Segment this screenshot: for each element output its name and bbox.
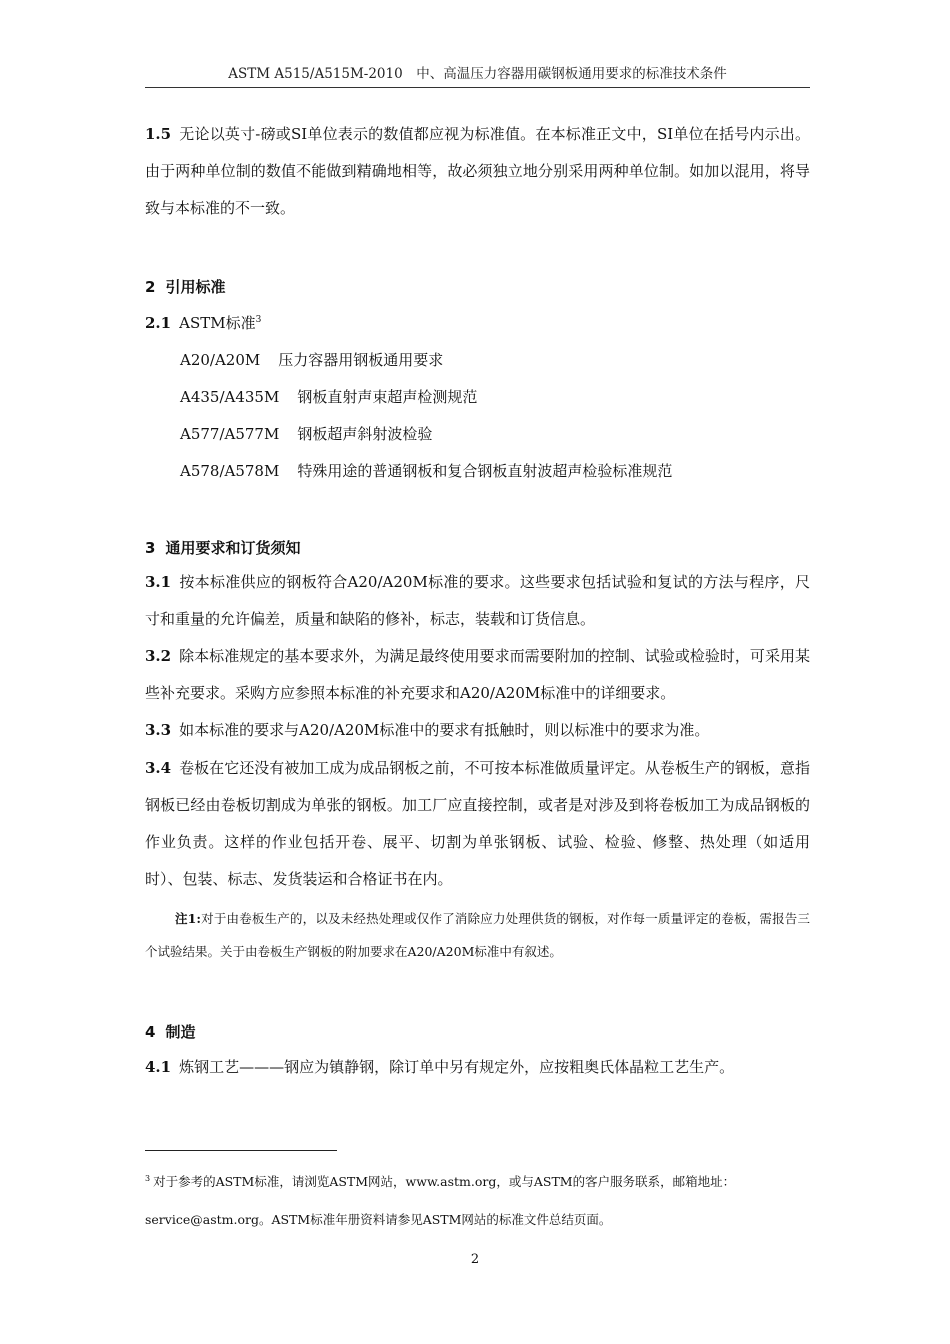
footnote-marker: 3 — [145, 1174, 151, 1183]
section-number: 2 — [145, 278, 156, 296]
subsection-title: ASTM标准 — [179, 314, 256, 332]
paragraph-text: 按本标准供应的钢板符合A20/A20M标准的要求。这些要求包括试验和复试的方法与程序，尺寸和重量的允许偏差，质量和缺陷的修补，标志，装载和订货信息。 — [145, 573, 810, 628]
reference-item — [180, 386, 477, 407]
paragraph-text: 卷板在它还没有被加工成为成品钢板之前，不可按本标准做质量评定。从卷板生产的钢板，意指钢板已经由卷板切割成为单张的钢板。加工厂应直接控制，或者是对涉及到将卷板加工为成品钢板的作业负责。这样的作业包括开卷、展平、切割为单张钢板、试验、检验、修整、热处理（如适用时）、包装、标志、发货装运和合格证书在内。 — [145, 759, 810, 888]
section-number: 4.1 — [145, 1058, 172, 1076]
paragraph-4-1 — [145, 1049, 810, 1086]
note-label: 注1: — [175, 911, 201, 926]
reference-code: A578/A578M — [180, 462, 280, 480]
section-4-heading — [145, 1021, 195, 1042]
footnote-marker: 3 — [255, 315, 262, 325]
paragraph-3-2 — [145, 638, 810, 712]
page-number: 2 — [470, 1252, 480, 1267]
section-2-heading — [145, 276, 225, 297]
section-title: 引用标准 — [165, 278, 226, 296]
subsection-2-1 — [145, 312, 261, 333]
reference-title: 钢板超声斜射波检验 — [297, 425, 433, 443]
section-number: 4 — [145, 1023, 156, 1041]
section-number: 1.5 — [145, 125, 172, 143]
reference-title: 压力容器用钢板通用要求 — [278, 351, 444, 369]
note-1 — [145, 902, 810, 968]
paragraph-text: 炼钢工艺———钢应为镇静钢，除订单中另有规定外，应按粗奥氏体晶粒工艺生产。 — [179, 1058, 735, 1076]
reference-item — [180, 460, 672, 481]
note-text: 对于由卷板生产的，以及未经热处理或仅作了消除应力处理供货的钢板，对作每一质量评定的卷板，需报告三个试验结果。关于由卷板生产钢板的附加要求在A20/A20M标准中有叙述。 — [145, 911, 810, 959]
paragraph-1-5 — [145, 116, 810, 227]
section-title: 制造 — [165, 1023, 196, 1041]
section-number: 3.3 — [145, 721, 172, 739]
reference-code: A577/A577M — [180, 425, 280, 443]
section-number: 3 — [145, 539, 156, 557]
paragraph-3-4 — [145, 750, 810, 898]
paragraph-text: 无论以英寸-磅或SI单位表示的数值都应视为标准值。在本标准正文中，SI单位在括号内示出。由于两种单位制的数值不能做到精确地相等，故必须独立地分别采用两种单位制。如加以混用，将导致与本标准的不一致。 — [145, 125, 810, 217]
footnote-text: 对于参考的ASTM标准，请浏览ASTM网站，www.astm.org，或与ASTM的客户服务联系，邮箱地址：service@astm.org。ASTM标准年册资料请参见ASTM网站的标准文件总结页面。 — [145, 1174, 736, 1228]
paragraph-3-1 — [145, 564, 810, 638]
section-3-heading — [145, 537, 300, 558]
section-number: 3.4 — [145, 759, 172, 777]
section-number: 3.2 — [145, 647, 172, 665]
section-number: 3.1 — [145, 573, 172, 591]
reference-item — [180, 349, 443, 370]
reference-code: A435/A435M — [180, 388, 280, 406]
section-title: 通用要求和订货须知 — [165, 539, 301, 557]
footnote-rule — [145, 1150, 337, 1151]
paragraph-text: 如本标准的要求与A20/A20M标准中的要求有抵触时，则以标准中的要求为准。 — [179, 721, 710, 739]
reference-title: 钢板直射声束超声检测规范 — [297, 388, 478, 406]
footnote — [145, 1160, 810, 1239]
reference-item — [180, 423, 432, 444]
reference-code: A20/A20M — [180, 351, 261, 369]
section-number: 2.1 — [145, 314, 172, 332]
reference-title: 特殊用途的普通钢板和复合钢板直射波超声检验标准规范 — [297, 462, 673, 480]
paragraph-text: 除本标准规定的基本要求外，为满足最终使用要求而需要附加的控制、试验或检验时，可采用某些补充要求。采购方应参照本标准的补充要求和A20/A20M标准中的详细要求。 — [145, 647, 810, 702]
paragraph-3-3 — [145, 712, 810, 749]
running-header: ASTM A515/A515M-2010 中、高温压力容器用碳钢板通用要求的标准技术条件 — [145, 62, 810, 88]
